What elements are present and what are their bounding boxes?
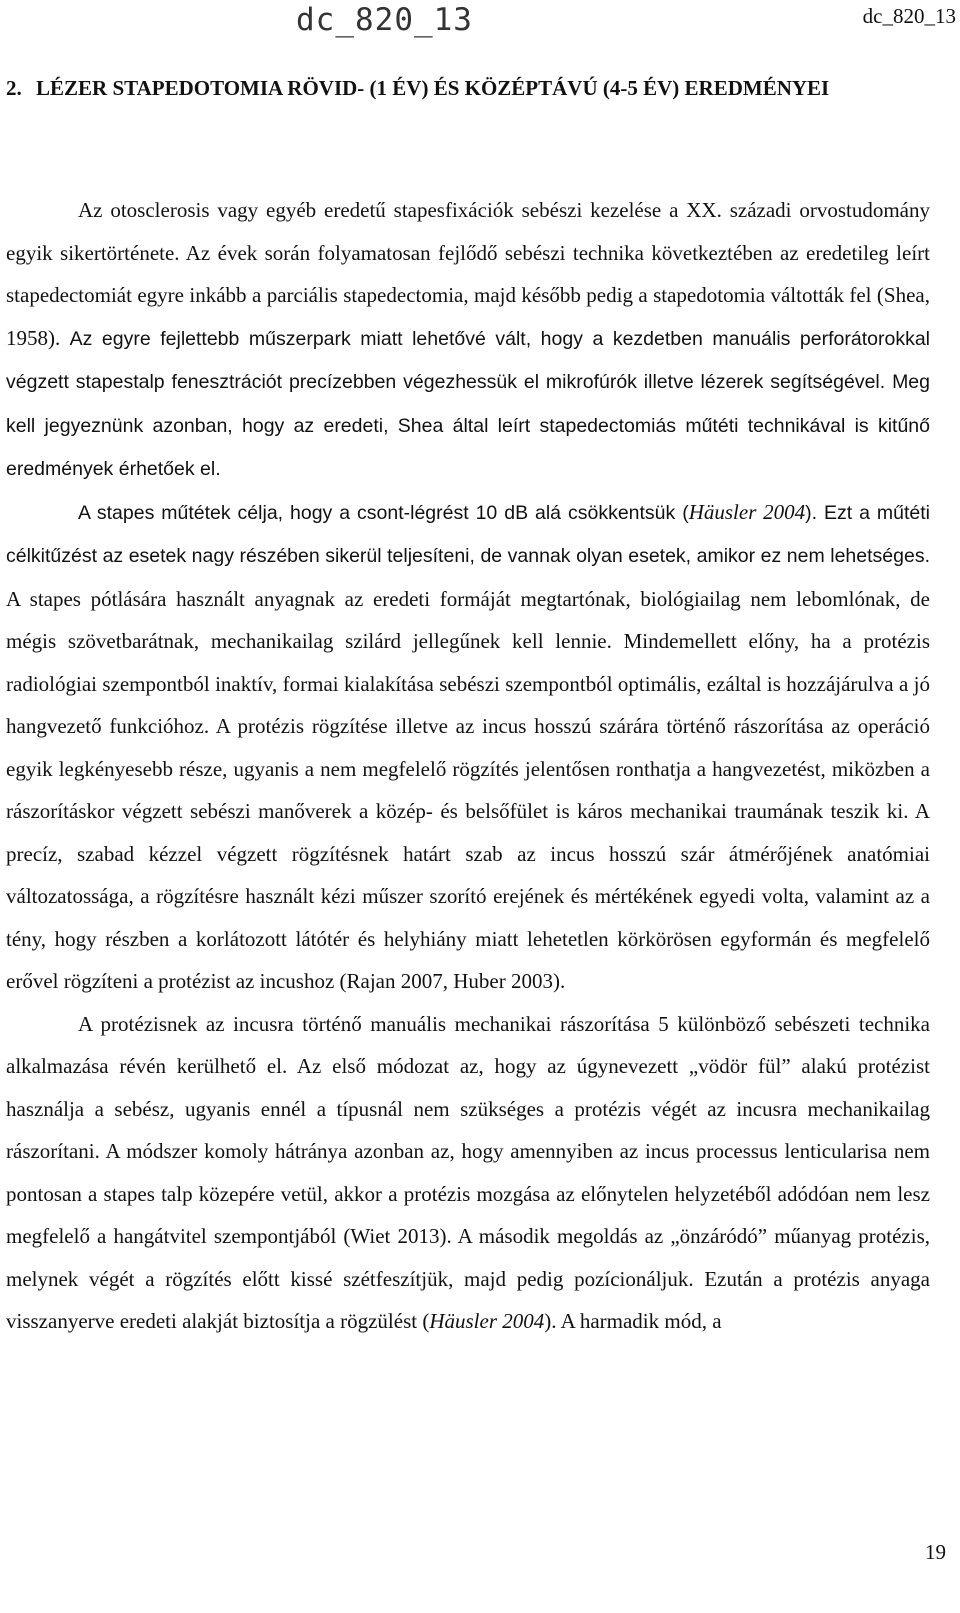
document-id: dc_820_13 — [862, 4, 956, 28]
paragraph-2-part-b: ). Ezt a műtéti célkitűzést az esetek nagy részében sikerül teljesíteni, de vannak olyan esetek, amikor ez nem lehetséges. — [6, 501, 930, 567]
paragraph-1-part-a: Az otosclerosis vagy egyéb eredetű stapesfixációk sebészi kezelése a XX. századi orvostudomány egyik sikertörténete. Az évek során folyamatosan fejlődő sebészi technika következtében az eredetileg leírt stapedectomiát egyre inkább a parciális stapedectomia, majd később pedig a stapedotomia váltották fel (Shea, 1958). — [6, 198, 930, 350]
paragraph-3-part-a: A protézisnek az incusra történő manuális mechanikai rászorítása 5 különböző sebészeti technika alkalmazása révén kerülhető el. Az első módozat az, hogy az úgynevezett „vödör fül” alakú protézist használja a sebész, ugyanis ennél a típusnál nem szükséges a protézis végét az incusra mechanikailag rászorítani. A módszer komoly hátránya azonban az, hogy amennyiben az incus processus lenticularisa nem pontosan a stapes talp közepére vetül, akkor a protézis mozgása az előnytelen helyzetéből adódóan nem lesz megfelelő a hangátvitel szempontjából (Wiet 2013). A második megoldás az „önzáródó” műanyag protézis, melynek végét a rögzítés előtt kissé szétfeszítjük, majd pedig pozícionáljuk. Ezután a protézis anyaga visszanyerve eredeti alakját biztosítja a rögzülést ( — [6, 1011, 930, 1333]
paragraph-2-part-a: A stapes műtétek célja, hogy a csont-légrést 10 dB alá csökkentsük ( — [78, 501, 689, 524]
section-heading — [6, 66, 866, 110]
paragraph-1 — [6, 189, 930, 491]
paragraph-2 — [6, 491, 930, 1003]
section-number: 2. — [6, 76, 22, 100]
watermark-id: dc_820_13 — [296, 2, 473, 38]
paragraph-3 — [6, 1003, 930, 1343]
citation-hausler: Häusler 2004 — [688, 499, 806, 524]
page-number: 19 — [925, 1540, 946, 1564]
citation-hausler-2: Häusler 2004 — [429, 1309, 545, 1333]
paragraph-3-part-b: ). A harmadik mód, a — [544, 1309, 722, 1333]
section-title: LÉZER STAPEDOTOMIA RÖVID- (1 ÉV) ÉS KÖZÉPTÁVÚ (4-5 ÉV) EREDMÉNYEI — [36, 76, 830, 100]
body-text — [6, 189, 930, 1343]
paragraph-2-part-c: A stapes pótlására használt anyagnak az eredeti formáját megtartónak, biológiailag nem lebomlónak, de mégis szövetbarátnak, mechanikailag szilárd jellegűnek kell lennie. Mindemellett előny, ha a protézis radiológiai szempontból inaktív, formai kialakítása sebészi szempontból optimális, ezáltal is hozzájárulva a jó hangvezető funkcióhoz. A protézis rögzítése illetve az incus hosszú szárára történő rászorítása az operáció egyik legkényesebb része, ugyanis a nem megfelelő rögzítés jelentősen ronthatja a hangvezetést, miközben a rászorításkor végzett sebészi manőverek a közép- és belsőfület is káros mechanikai traumának teszik ki. A precíz, szabad kézzel végzett rögzítésnek határt szab az incus hosszú szár átmérőjének anatómiai változatossága, a rögzítésre használt kézi műszer szorító erejének és mértékének egyedi volta, valamint az a tény, hogy részben a korlátozott látótér és helyhiány miatt lehetetlen körkörösen egyformán és megfelelő erővel rögzíteni a protézist az incushoz (Rajan 2007, Huber 2003). — [6, 586, 930, 993]
paragraph-1-part-b: Az egyre fejlettebb műszerpark miatt lehetővé vált, hogy a kezdetben manuális perforátorokkal végzett stapestalp fenesztrációt precízebben végezhessük el mikrofúrók illetve lézerek segítségével. Meg kell jegyeznünk azonban, hogy az eredeti, Shea által leírt stapedectomiás műtéti technikával is kitűnő eredmények érhetőek el. — [6, 327, 930, 480]
